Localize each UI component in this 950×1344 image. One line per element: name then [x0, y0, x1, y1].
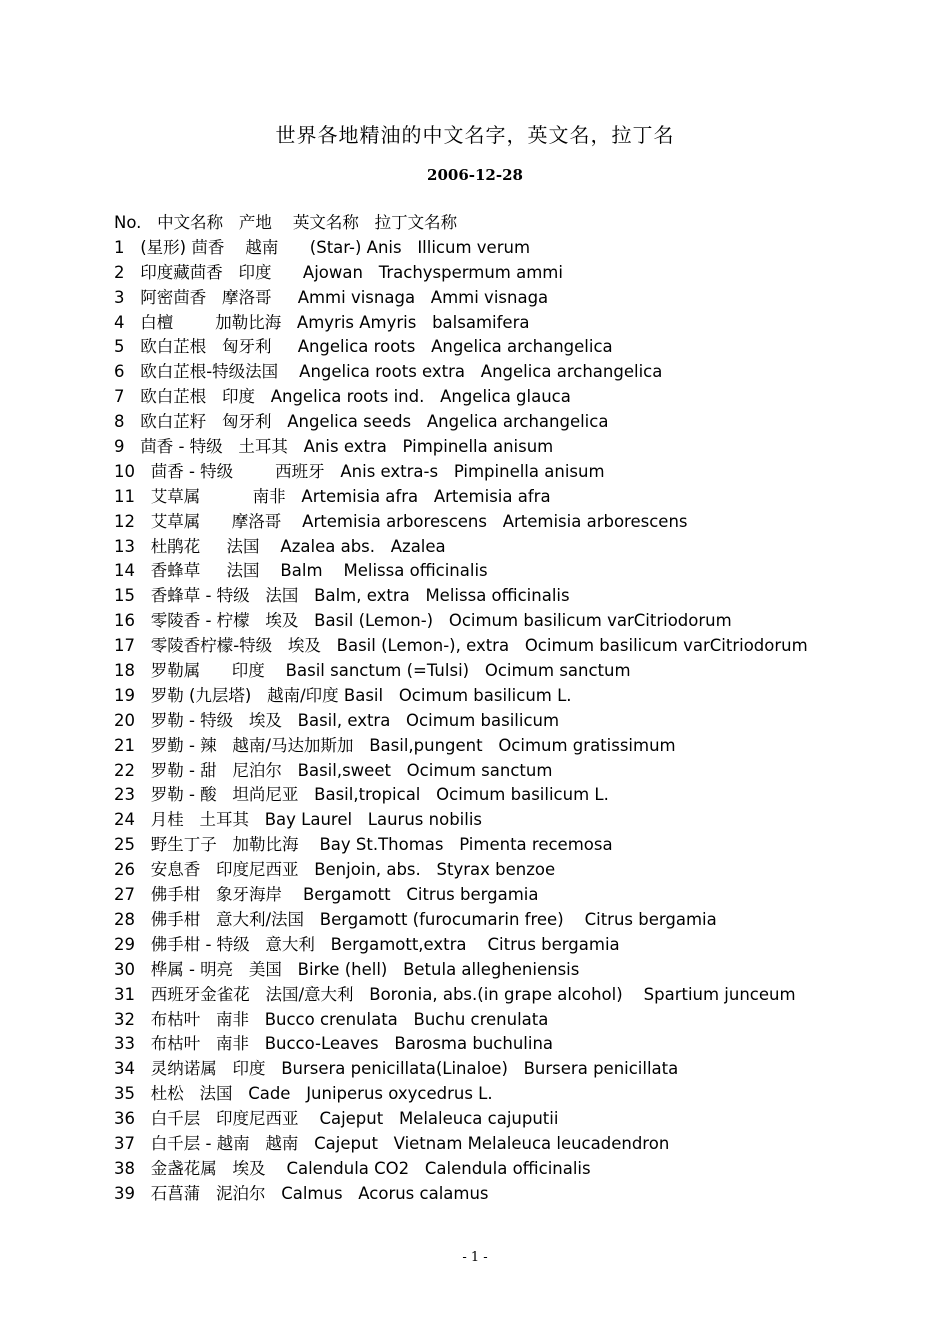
list-item: 17 零陵香柠檬-特级 埃及 Basil (Lemon-), extra Ocimum basilicum varCitriodorum: [114, 636, 808, 656]
list-item: 12 艾草属 摩洛哥 Artemisia arborescens Artemisia arborescens: [114, 511, 688, 531]
page-number: - 1 -: [462, 1250, 488, 1265]
list-item: 27 佛手柑 象牙海岸 Bergamott Citrus bergamia: [114, 885, 539, 905]
list-item: 1 (星形) 茴香 越南 (Star-) Anis Illicum verum: [114, 237, 531, 257]
list-item: 24 月桂 土耳其 Bay Laurel Laurus nobilis: [114, 810, 483, 830]
list-item: 5 欧白芷根 匈牙利 Angelica roots Angelica archangelica: [114, 337, 613, 357]
list-item: 36 白千层 印度尼西亚 Cajeput Melaleuca cajuputii: [114, 1109, 559, 1129]
list-item: 13 杜鹃花 法国 Azalea abs. Azalea: [114, 536, 446, 556]
list-item: 4 白檀 加勒比海 Amyris Amyris balsamifera: [114, 312, 530, 332]
list-item: 10 茴香 - 特级 西班牙 Anis extra-s Pimpinella anisum: [114, 461, 605, 481]
list-item: 30 桦属 - 明亮 美国 Birke (hell) Betula allegheniensis: [114, 959, 580, 979]
list-item: 7 欧白芷根 印度 Angelica roots ind. Angelica glauca: [114, 387, 571, 407]
list-item: 29 佛手柑 - 特级 意大利 Bergamott,extra Citrus bergamia: [114, 934, 620, 954]
list-item: 3 阿密茴香 摩洛哥 Ammi visnaga Ammi visnaga: [114, 287, 549, 307]
list-item: 8 欧白芷籽 匈牙利 Angelica seeds Angelica archangelica: [114, 412, 609, 432]
list-item: 2 印度藏茴香 印度 Ajowan Trachyspermum ammi: [114, 262, 563, 282]
list-item: 20 罗勒 - 特级 埃及 Basil, extra Ocimum basilicum: [114, 710, 560, 730]
list-item: 32 布枯叶 南非 Bucco crenulata Buchu crenulata: [114, 1009, 549, 1029]
list-item: 26 安息香 印度尼西亚 Benjoin, abs. Styrax benzoe: [114, 860, 556, 880]
list-item: 6 欧白芷根-特级法国 Angelica roots extra Angelica archangelica: [114, 362, 663, 382]
list-item: 14 香蜂草 法国 Balm Melissa officinalis: [114, 561, 488, 581]
list-item: 39 石菖蒲 泥泊尔 Calmus Acorus calamus: [114, 1183, 489, 1203]
document-date: 2006-12-28: [427, 166, 523, 184]
list-item: 31 西班牙金雀花 法国/意大利 Boronia, abs.(in grape alcohol) Spartium junceum: [114, 984, 796, 1004]
document-title: 世界各地精油的中文名字，英文名，拉丁名: [275, 123, 675, 147]
list-item: 35 杜松 法国 Cade Juniperus oxycedrus L.: [114, 1084, 493, 1104]
list-item: 37 白千层 - 越南 越南 Cajeput Vietnam Melaleuca leucadendron: [114, 1133, 670, 1153]
list-header-row: No. 中文名称 产地 英文名称 拉丁文名称: [114, 213, 458, 232]
list-item: 34 灵纳诺属 印度 Bursera penicillata(Linaloe) Bursera penicillata: [114, 1059, 679, 1079]
list-item: 16 零陵香 - 柠檬 埃及 Basil (Lemon-) Ocimum basilicum varCitriodorum: [114, 611, 732, 631]
list-item: 23 罗勒 - 酸 坦尚尼亚 Basil,tropical Ocimum basilicum L.: [114, 785, 609, 805]
list-item: 19 罗勒 (九层塔) 越南/印度 Basil Ocimum basilicum L.: [114, 685, 572, 705]
list-item: 21 罗勤 - 辣 越南/马达加斯加 Basil,pungent Ocimum gratissimum: [114, 735, 676, 755]
list-item: 33 布枯叶 南非 Bucco-Leaves Barosma buchulina: [114, 1034, 554, 1054]
list-item: 28 佛手柑 意大利/法国 Bergamott (furocumarin free) Citrus bergamia: [114, 909, 717, 929]
list-item: 38 金盏花属 埃及 Calendula CO2 Calendula officinalis: [114, 1158, 591, 1178]
list-item: 25 野生丁子 加勒比海 Bay St.Thomas Pimenta recemosa: [114, 835, 613, 855]
oil-name-list: [114, 211, 914, 1207]
list-item: 9 茴香 - 特级 土耳其 Anis extra Pimpinella anisum: [114, 437, 554, 457]
list-item: 18 罗勒属 印度 Basil sanctum (=Tulsi) Ocimum sanctum: [114, 661, 631, 681]
list-item: 15 香蜂草 - 特级 法国 Balm, extra Melissa officinalis: [114, 586, 570, 606]
list-item: 22 罗勒 - 甜 尼泊尔 Basil,sweet Ocimum sanctum: [114, 760, 553, 780]
list-item: 11 艾草属 南非 Artemisia afra Artemisia afra: [114, 486, 551, 506]
